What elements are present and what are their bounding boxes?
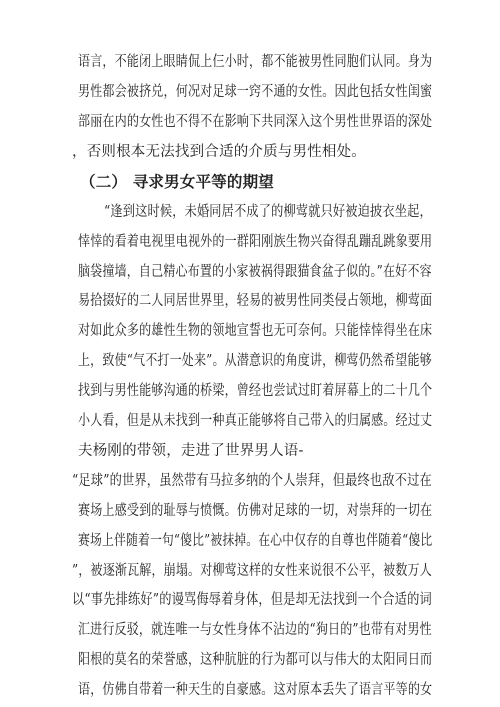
body-text-line: 赛场上伴随着一句“傻比”被抹掉。在心中仅存的自尊也伴随着“傻比 (78, 533, 433, 549)
body-text-line: 脑袋撞墙，自己精心布置的小家被祸得跟猫食盆子似的。”在好不容 (78, 264, 432, 280)
intro-text-line: ，否则根本无法找到合适的介质与男性相处。 (72, 144, 366, 160)
body-text-line: 以“事先排练好”的谩骂侮辱着身体，但是却无法找到一个合适的词 (72, 592, 432, 608)
intro-text-line: 男性都会被挤兑，何况对足球一窍不通的女性。因此包括女性闺蜜 (78, 84, 433, 100)
body-text-line: 赛场上感受到的耻辱与愤慨。仿佛对足球的一切，对崇拜的一切在 (78, 503, 433, 519)
body-text-line: 易拾掇好的二人同居世界里，轻易的被男性同类侵占领地，柳莺面 (78, 293, 433, 309)
section-heading: （二） 寻求男女平等的期望 (80, 173, 274, 191)
intro-text-line: 语言，不能闭上眼睛侃上仨小时，都不能被男性同胞们认同。身为 (78, 54, 433, 70)
body-text-line: 语，仿佛自带着一种天生的自豪感。这对原本丢失了语言平等的女 (78, 682, 433, 698)
body-text-line: “足球”的世界，虽然带有马拉多纳的个人崇拜，但最终也敌不过在 (72, 473, 432, 489)
body-text-line: 小人看，但是从未找到一种真正能够将自己带入的归属感。经过丈 (78, 413, 433, 429)
body-text-line: 对如此众多的雄性生物的领地宣誓也无可奈何。只能悻悻得坐在床 (78, 323, 433, 339)
body-text-line: ”，被逐渐瓦解，崩塌。对柳莺这样的女性来说很不公平，被数万人 (72, 563, 432, 579)
body-text-line: 悻悻的看着电视里电视外的一群阳刚族生物兴奋得乱蹦乱跳象要用 (78, 234, 433, 250)
body-text-line: “逢到这时候，未婚同居不成了的柳莺就只好被迫披衣坐起， (104, 204, 432, 220)
body-text-line: 阳根的莫名的荣誉感，这种肮脏的行为都可以与伟大的太阳同日而 (78, 652, 433, 668)
intro-text-line: 部丽在内的女性也不得不在影响下共同深入这个男性世界语的深处 (78, 114, 433, 130)
body-text-line: 上，致使“气不打一处来”。从潜意识的角度讲，柳莺仍然希望能够 (78, 353, 432, 369)
body-text-line: 汇进行反驳，就连唯一与女性身体不沾边的“狗日的”也带有对男性 (78, 622, 432, 638)
body-text-line: 找到与男性能够沟通的桥梁，曾经也尝试过盯着屏幕上的二十几个 (78, 383, 433, 399)
body-text-line: 夫杨刚的带领，走进了世界男人语- (78, 443, 304, 459)
